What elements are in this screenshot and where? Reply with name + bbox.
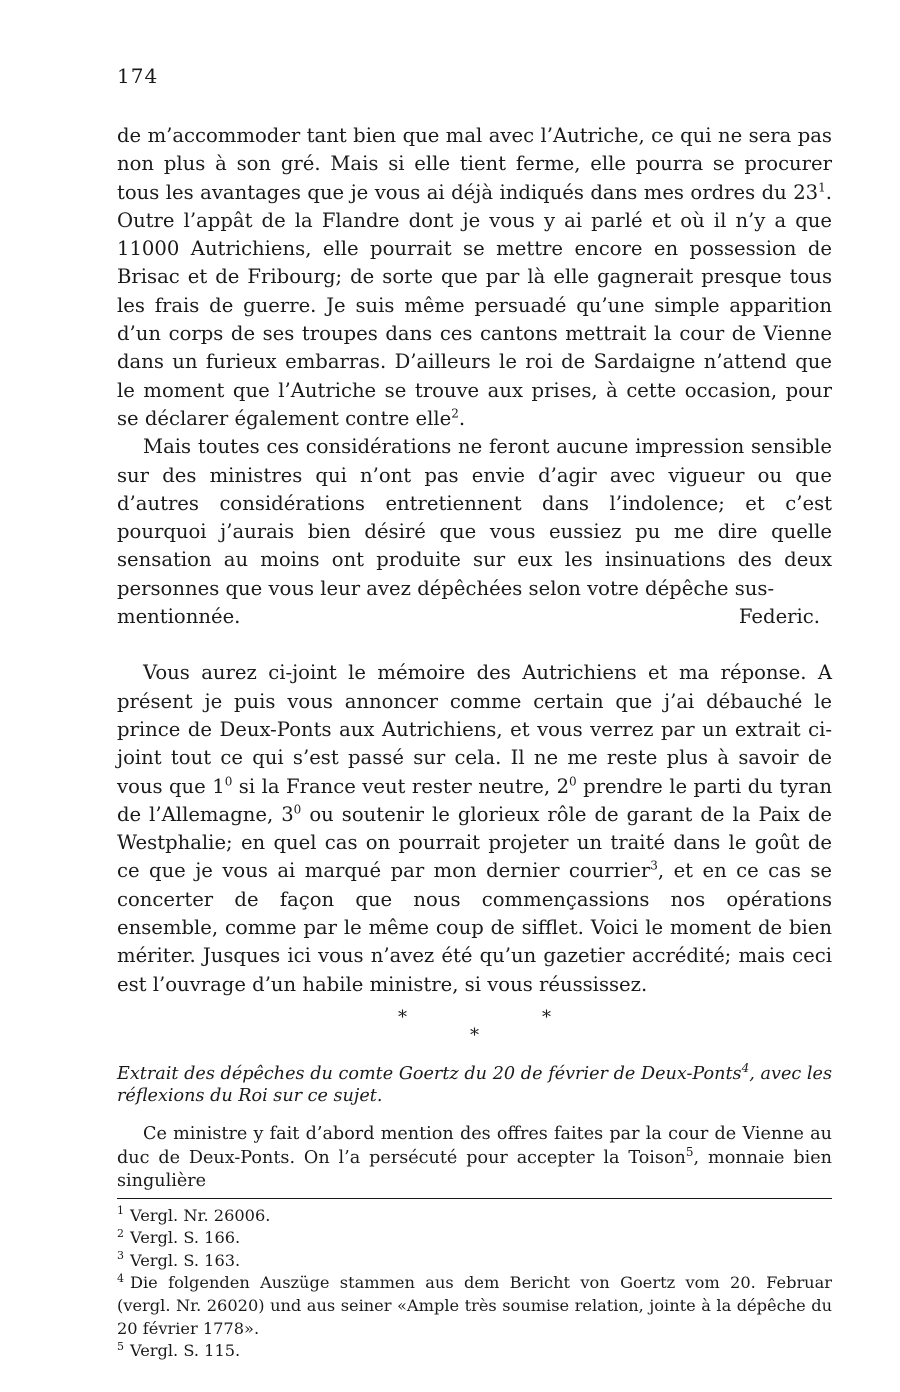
asterisk-left: * (398, 1006, 407, 1028)
paragraph-3-text-e: , et en ce cas se concerter de façon que nous commençassions nos opérations ensemble, comme par le même coup de sifflet. Voici le moment de bien mériter. Jusques ici vous n’avez été qu’un gazetier accrédité; mais ceci est l’ouvrage d’un habile ministre, si vous réussissez. (117, 859, 833, 996)
footnote-4 (117, 1272, 832, 1340)
footnote-text: Vergl. Nr. 26006. (130, 1205, 271, 1225)
paragraph-3 (117, 659, 832, 999)
footnote-3 (117, 1250, 832, 1273)
paragraph-1-text-cont: . Outre l’appât de la Flandre dont je vous y ai parlé et où il n’y a que 11000 Autrichiens, elle pourrait se mettre encore en possession de Brisac et de Fribourg; de sorte que par là elle gagnerait presque tous les frais de guerre. Je suis même persuadé qu’une simple apparition d’un corps de ses troupes dans ces cantons mettrait la cour de Vienne dans un furieux embarras. D’ailleurs le roi de Sardaigne n’attend que le moment que l’Autriche se trouve aux prises, à cette occasion, pour se déclarer également contre elle (117, 180, 832, 430)
page-number: 174 (117, 64, 159, 88)
paragraph-2-text: Mais toutes ces considérations ne feront aucune impression sensible sur des ministres qui n’ont pas envie d’agir avec vigueur ou que d’autres considérations entretiennent dans l’indolence; et c’est pourquoi j’aurais bien désiré que vous eussiez pu me dire quelle sensation au moins ont produite sur eux les insinuations des deux personnes que vous leur avez dépêchées selon votre dépêche sus- (117, 435, 832, 600)
footnote-mark: 1 (117, 1204, 124, 1218)
footnote-mark: 5 (117, 1339, 124, 1353)
footnote-ref-1: 1 (818, 180, 826, 195)
paragraph-2 (117, 433, 832, 603)
extract-heading-text-cont: , avec les réflexions du Roi sur ce sujet. (117, 1063, 832, 1106)
footnote-text: Die folgenden Auszüge stammen aus dem Bericht von Goertz vom 20. Februar (vergl. Nr. 26020) und aus seiner «Ample très soumise relation, jointe à la dépêche du 20 février 1778». (117, 1273, 832, 1338)
footnote-5 (117, 1340, 832, 1363)
book-page (117, 64, 832, 1363)
footnote-1 (117, 1205, 832, 1228)
footnote-text: Vergl. S. 115. (130, 1341, 241, 1361)
footnote-ref-2: 2 (451, 406, 459, 421)
asterisk-right: * (542, 1006, 551, 1028)
footnote-mark: 2 (117, 1226, 124, 1240)
ordinal-3: 0 (293, 802, 302, 817)
paragraph-3-text-d: ou soutenir le glorieux rôle de garant de la Paix de Westphalie; en quel cas on pourrait projeter un traité dans le goût de ce que je vous ai marqué par mon dernier courrier (117, 802, 832, 883)
footnote-mark: 4 (117, 1272, 124, 1286)
paragraph-1-text: de m’accommoder tant bien que mal avec l’Autriche, ce qui ne sera pas non plus à son gré. Mais si elle tient ferme, elle pourra se procurer tous les avantages que je vous ai déjà indiqués dans mes ordres du 23 (117, 124, 832, 204)
footnote-ref-4: 4 (741, 1061, 750, 1076)
extract-heading-text: Extrait des dépêches du comte Goertz du 20 de février de Deux-Ponts (117, 1063, 742, 1084)
paragraph-3-text-c: prendre le parti du tyran de l’Allemagne, 3 (117, 774, 832, 826)
extract-text: Ce ministre y fait d’abord mention des offres faites par la cour de Vienne au duc de Deux-Ponts. On l’a persécuté pour accepter la Toison (117, 1123, 832, 1168)
paragraph-1 (117, 122, 832, 433)
extract-heading (117, 1063, 832, 1107)
asterisk-center: * (470, 1024, 479, 1046)
signature: Federic. (738, 605, 820, 629)
ordinal-2: 0 (569, 774, 577, 788)
footnote-text: Vergl. S. 163. (130, 1250, 241, 1270)
paragraph-3-text-b: si la France veut rester neutre, 2 (232, 774, 570, 798)
footnote-2 (117, 1227, 832, 1250)
extract-text-cont: , monnaie bien singulière (117, 1147, 832, 1192)
footnote-mark: 3 (117, 1249, 124, 1263)
footnote-rule (117, 1198, 832, 1199)
paragraph-2-last-line: mentionnée. (117, 605, 241, 629)
paragraph-3-text-a: Vous aurez ci-joint le mémoire des Autrichiens et ma réponse. A présent je puis vous annoncer comme certain que j’ai débauché le prince de Deux-Ponts aux Autrichiens, et vous verrez par un extrait ci-joint tout ce qui s’est passé sur cela. Il ne me reste plus à savoir de vous que 1 (117, 661, 832, 798)
footnotes (117, 1205, 832, 1363)
footnote-ref-3: 3 (650, 858, 658, 873)
footnote-ref-5: 5 (685, 1144, 694, 1159)
asterism-divider (117, 1005, 832, 1051)
extract-paragraph (117, 1123, 832, 1194)
footnote-text: Vergl. S. 166. (130, 1228, 241, 1248)
paragraph-1-end: . (458, 406, 466, 430)
ordinal-1: 0 (224, 774, 233, 788)
signature-line (117, 603, 832, 631)
